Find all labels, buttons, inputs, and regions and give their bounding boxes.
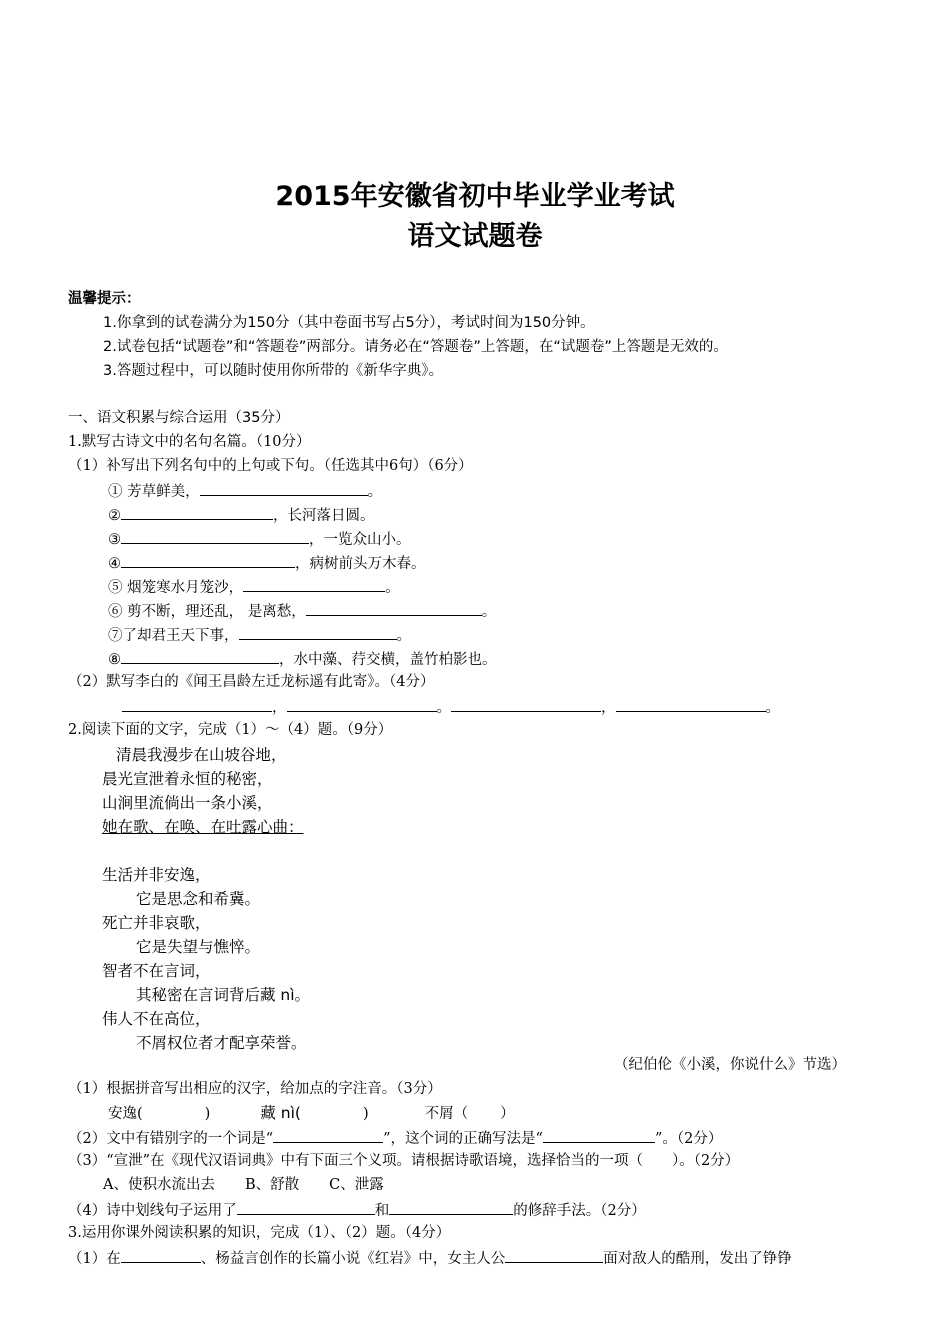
question-1-part-1: （1）补写出下列名句中的上句或下句。（任选其中6句）（6分） <box>68 458 473 474</box>
exam-subtitle: 语文试题卷 <box>407 221 543 252</box>
question-2-part-1: （1）根据拼音写出相应的汉字，给加点的字注音。（3分） <box>68 1081 442 1097</box>
poem-line: 山涧里流倘出一条小溪， <box>102 794 273 812</box>
poem-line: 它是思念和希冀。 <box>136 890 261 908</box>
answer-blank[interactable] <box>505 1247 603 1263</box>
answer-blank[interactable] <box>121 504 273 520</box>
tip-item-1: 1.你拿到的试卷满分为150分（其中卷面书写占5分），考试时间为150分钟。 <box>103 315 595 331</box>
poem-recitation-blanks: ， 。 ， 。 <box>122 696 780 718</box>
question-2-part-1-items: 安逸( ) 藏 nì( ) 不屑（ ） <box>108 1104 515 1122</box>
poem-line: 死亡并非哀歌， <box>102 914 211 932</box>
answer-blank[interactable] <box>543 1127 655 1143</box>
question-2-stem: 2.阅读下面的文字，完成（1）～（4）题。（9分） <box>68 722 393 738</box>
recitation-item-5: ⑤ 烟笼寒水月笼沙， 。 <box>108 576 400 598</box>
answer-blank[interactable] <box>451 696 601 712</box>
answer-blank[interactable] <box>121 648 279 664</box>
answer-blank[interactable] <box>389 1199 513 1215</box>
recitation-item-2: ② ，长河落日圆。 <box>108 504 375 526</box>
answer-blank[interactable] <box>616 696 766 712</box>
recitation-item-7: ⑦了却君王天下事， 。 <box>108 624 411 646</box>
recitation-item-1: ① 芳草鲜美， 。 <box>108 480 382 502</box>
answer-blank[interactable] <box>122 696 272 712</box>
tips-heading: 温馨提示： <box>68 291 141 307</box>
poem-line: 晨光宣泄着永恒的秘密， <box>102 770 273 788</box>
question-2-part-4: （4）诗中划线句子运用了 和 的修辞手法。（2分） <box>68 1199 646 1221</box>
poem-line: 其秘密在言词背后藏 nì。 <box>136 986 311 1004</box>
poem-line: 生活并非安逸， <box>102 866 211 884</box>
question-2-part-3-options: A、使积水流出去 B、舒散 C、泄露 <box>103 1177 384 1193</box>
question-1-stem: 1.默写古诗文中的名句名篇。（10分） <box>68 434 311 450</box>
tip-item-2: 2.试卷包括“试题卷”和“答题卷”两部分。请务必在“答题卷”上答题，在“试题卷”上答题是无效的。 <box>103 339 728 355</box>
poem-line: 不屑权位者才配享荣誉。 <box>136 1034 307 1052</box>
section-heading: 一、语文积累与综合运用（35分） <box>68 410 290 426</box>
poem-line-underlined: 她在歌、在唤、在吐露心曲： <box>102 818 304 836</box>
answer-blank[interactable] <box>273 1127 383 1143</box>
poem-line: 它是失望与憔悴。 <box>136 938 261 956</box>
answer-blank[interactable] <box>306 600 482 616</box>
recitation-item-8: ⑧ ，水中藻、荇交横，盖竹柏影也。 <box>108 648 497 670</box>
question-3-part-1: （1）在 、杨益言创作的长篇小说《红岩》中，女主人公 面对敌人的酷刑，发出了铮铮 <box>68 1247 792 1269</box>
answer-blank[interactable] <box>287 696 437 712</box>
question-3-stem: 3.运用你课外阅读积累的知识，完成（1）、（2）题。（4分） <box>68 1225 451 1241</box>
recitation-item-6: ⑥ 剪不断，理还乱， 是离愁， 。 <box>108 600 496 622</box>
answer-blank[interactable] <box>121 528 309 544</box>
answer-blank[interactable] <box>243 576 385 592</box>
answer-blank[interactable] <box>200 480 368 496</box>
poem-source: （纪伯伦《小溪，你说什么》节选） <box>614 1057 846 1073</box>
answer-blank[interactable] <box>237 1199 375 1215</box>
answer-blank[interactable] <box>239 624 397 640</box>
recitation-item-3: ③ ，一览众山小。 <box>108 528 411 550</box>
question-1-part-2: （2）默写李白的《闻王昌龄左迁龙标遥有此寄》。（4分） <box>68 674 435 690</box>
poem-line: 清晨我漫步在山坡谷地， <box>116 746 287 764</box>
exam-title: 2015年安徽省初中毕业学业考试 <box>275 181 675 212</box>
question-2-part-3: （3）“宣泄”在《现代汉语词典》中有下面三个义项。请根据诗歌语境，选择恰当的一项（ ）。（2分） <box>68 1153 740 1169</box>
answer-blank[interactable] <box>121 1247 201 1263</box>
question-2-part-2: （2）文中有错别字的一个词是“ ”，这个词的正确写法是“ ”。（2分） <box>68 1127 722 1149</box>
recitation-item-4: ④ ，病树前头万木春。 <box>108 552 426 574</box>
tip-item-3: 3.答题过程中，可以随时使用你所带的《新华字典》。 <box>103 363 444 379</box>
answer-blank[interactable] <box>121 552 295 568</box>
poem-line: 伟人不在高位， <box>102 1010 211 1028</box>
poem-line: 智者不在言词， <box>102 962 211 980</box>
